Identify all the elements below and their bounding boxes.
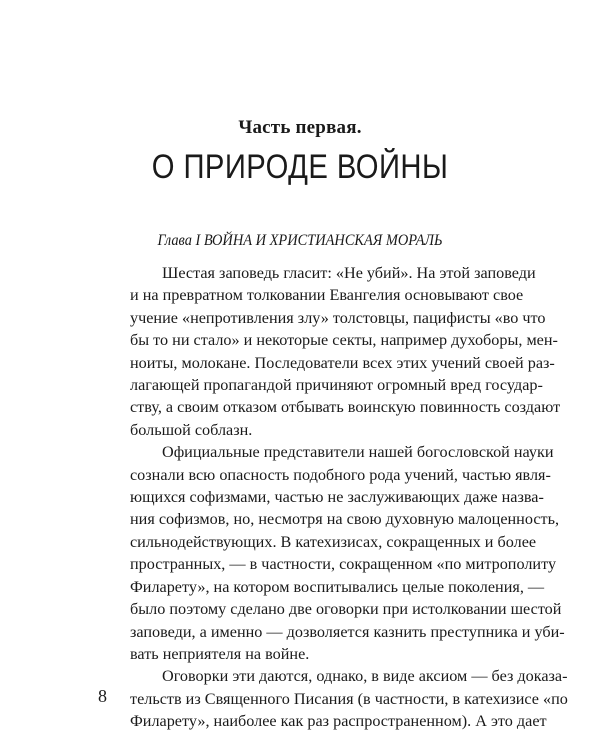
text-line: пространных, — в частности, сокращенном «по митрополиту — [130, 555, 557, 574]
text-line: было поэтому сделано две оговорки при истолковании шестой — [130, 600, 562, 619]
text-line: бы то ни стало» и некоторые секты, например духоборы, мен- — [130, 331, 558, 350]
part-title: О ПРИРОДЕ ВОЙНЫ — [151, 148, 449, 186]
text-line: учение «непротивления злу» толстовцы, пацифисты «во что — [130, 308, 546, 327]
text-line: ющихся софизмами, частью не заслуживающих даже назва- — [130, 488, 544, 507]
text-line: Оговорки эти даются, однако, в виде аксиом — без доказа- — [162, 667, 568, 686]
text-line: сознали всю опасность подобного рода учений, частью явля- — [130, 465, 551, 484]
text-line: Филарету», наиболее как раз распространенном). А это дает — [130, 712, 547, 731]
text-line: большой соблазн. — [130, 420, 253, 439]
text-line: вать неприятеля на войне. — [130, 644, 310, 663]
text-line: ния софизмов, но, несмотря на свою духовную малоценность, — [130, 510, 560, 529]
paragraph — [98, 441, 565, 665]
text-line: Филарету», на котором воспитывались целые поколения, — — [130, 577, 545, 596]
text-line: Шестая заповедь гласит: «Не убий». На этой заповеди — [162, 264, 536, 282]
part-label: Часть первая. — [238, 117, 362, 138]
paragraph — [98, 262, 561, 441]
paragraph — [98, 665, 568, 732]
body-text — [98, 262, 568, 733]
text-line: ноиты, молокане. Последователи всех этих учений своей раз- — [130, 353, 555, 372]
text-line: ству, а своим отказом отбывать воинскую повинность создают — [130, 398, 561, 417]
text-line: заповеди, а именно — дозволяется казнить преступника и уби- — [130, 622, 565, 641]
text-line: тельств из Священного Писания (в частности, в катехизисе «по — [130, 689, 568, 708]
text-line: лагающей пропагандой причиняют огромный вред государ- — [130, 376, 543, 395]
page-number: 8 — [98, 686, 107, 706]
text-line: и на превратном толковании Евангелия основывают свое — [130, 286, 524, 305]
text-line: сильнодействующих. В катехизисах, сокращенных и более — [130, 532, 537, 551]
text-line: Официальные представители нашей богословской науки — [162, 443, 554, 462]
chapter-heading: Глава I ВОЙНА И ХРИСТИАНСКАЯ МОРАЛЬ — [157, 232, 443, 249]
